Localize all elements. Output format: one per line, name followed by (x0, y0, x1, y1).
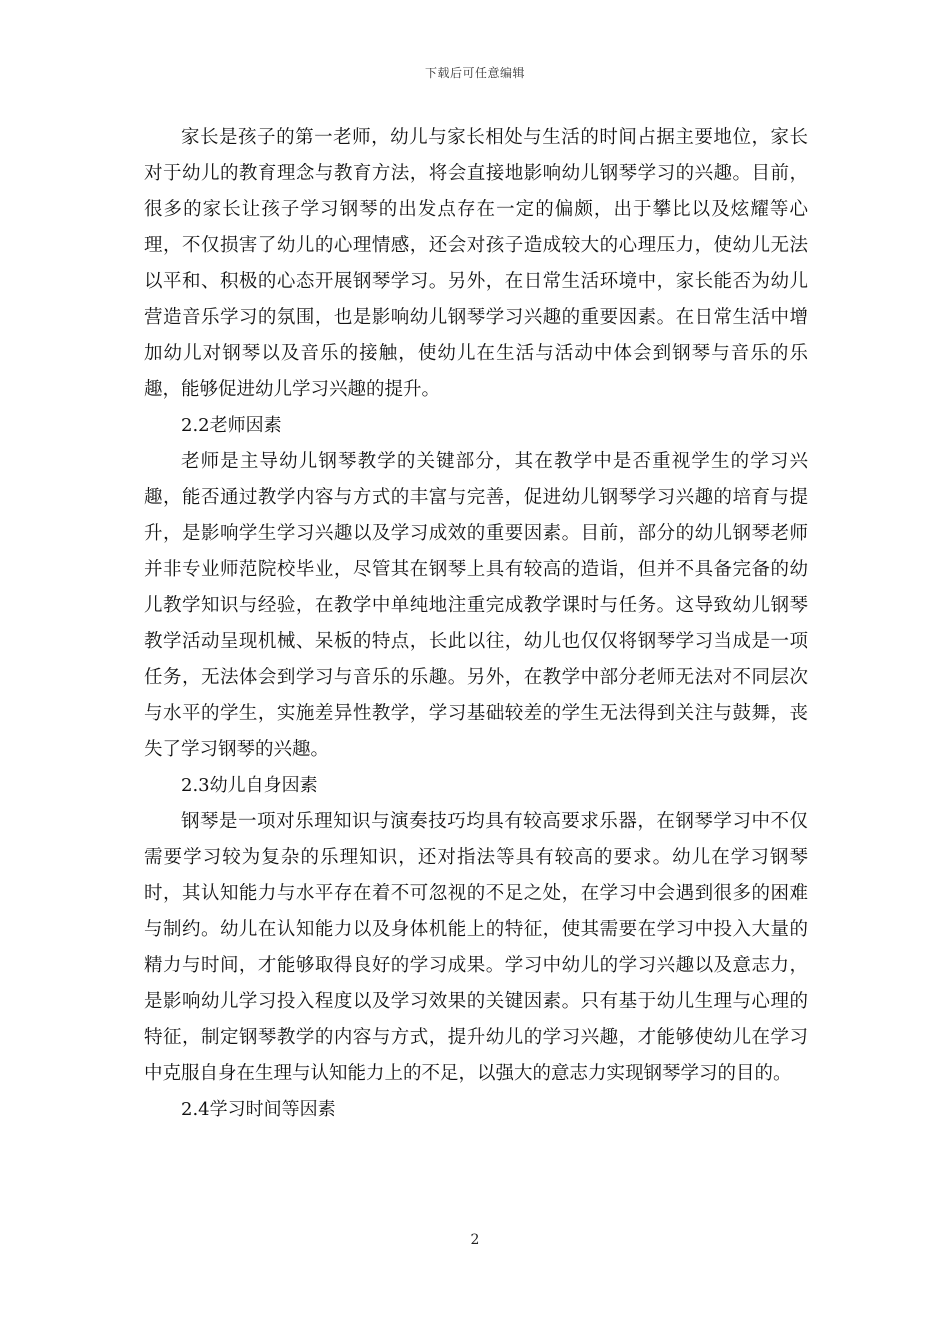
page-number: 2 (470, 1232, 480, 1248)
section-heading-teacher-factors: 2.2老师因素 (181, 415, 282, 436)
page-header-note: 下载后可任意编辑 (424, 66, 525, 80)
document-body (144, 120, 808, 1128)
section-heading-child-factors: 2.3幼儿自身因素 (181, 775, 318, 796)
paragraph-teacher-factors: 老师是主导幼儿钢琴教学的关键部分，其在教学中是否重视学生的学习兴趣，能否通过教学内容与方式的丰富与完善，促进幼儿钢琴学习兴趣的培育与提升，是影响学生学习兴趣以及学习成效的重要因素。目前，部分的幼儿钢琴老师并非专业师范院校毕业，尽管其在钢琴上具有较高的造诣，但并不具备完备的幼儿教学知识与经验，在教学中单纯地注重完成教学课时与任务。这导致幼儿钢琴教学活动呈现机械、呆板的特点，长此以往，幼儿也仅仅将钢琴学习当成是一项任务，无法体会到学习与音乐的乐趣。另外，在教学中部分老师无法对不同层次与水平的学生，实施差异性教学，学习基础较差的学生无法得到关注与鼓舞，丧失了学习钢琴的兴趣。 (144, 451, 808, 760)
paragraph-parent-factors: 家长是孩子的第一老师，幼儿与家长相处与生活的时间占据主要地位，家长对于幼儿的教育理念与教育方法，将会直接地影响幼儿钢琴学习的兴趣。目前，很多的家长让孩子学习钢琴的出发点存在一定的偏颇，出于攀比以及炫耀等心理，不仅损害了幼儿的心理情感，还会对孩子造成较大的心理压力，使幼儿无法以平和、积极的心态开展钢琴学习。另外，在日常生活环境中，家长能否为幼儿营造音乐学习的氛围，也是影响幼儿钢琴学习兴趣的重要因素。在日常生活中增加幼儿对钢琴以及音乐的接触，使幼儿在生活与活动中体会到钢琴与音乐的乐趣，能够促进幼儿学习兴趣的提升。 (144, 127, 808, 400)
section-heading-study-time-factors: 2.4学习时间等因素 (181, 1099, 336, 1120)
paragraph-child-factors: 钢琴是一项对乐理知识与演奏技巧均具有较高要求乐器，在钢琴学习中不仅需要学习较为复杂的乐理知识，还对指法等具有较高的要求。幼儿在学习钢琴时，其认知能力与水平存在着不可忽视的不足之处，在学习中会遇到很多的困难与制约。幼儿在认知能力以及身体机能上的特征，使其需要在学习中投入大量的精力与时间，才能够取得良好的学习成果。学习中幼儿的学习兴趣以及意志力，是影响幼儿学习投入程度以及学习效果的关键因素。只有基于幼儿生理与心理的特征，制定钢琴教学的内容与方式，提升幼儿的学习兴趣，才能够使幼儿在学习中克服自身在生理与认知能力上的不足，以强大的意志力实现钢琴学习的目的。 (144, 811, 808, 1084)
